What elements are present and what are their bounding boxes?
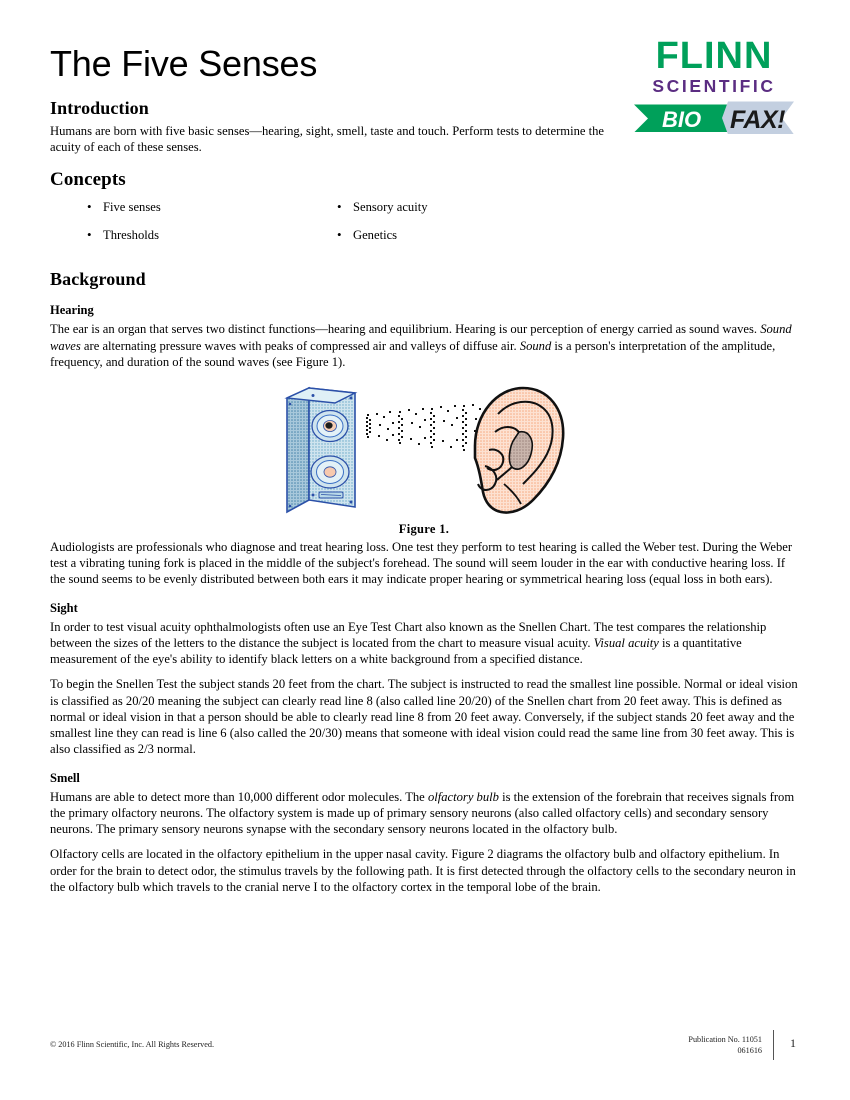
smell-p1-emphasis-olfactory-bulb: olfactory bulb	[427, 789, 499, 804]
hearing-p1-emphasis-sound: Sound	[519, 338, 552, 353]
subsection-heading-smell: Smell	[50, 770, 80, 785]
concept-item: • Thresholds	[85, 225, 335, 253]
footer-publication-info	[688, 1034, 762, 1056]
logo-brand-flinn: FLINN	[655, 35, 773, 77]
ear-illustration	[475, 388, 563, 513]
hearing-paragraph-2: Audiologists are professionals who diagnose and treat hearing loss. One test they perform to test hearing is called the Weber test. During the Weber test a vibrating tuning fork is placed in the middle of the subject's forehead. The sound will seem louder in the ear with conductive hearing loss. If the sound seems to be evenly distributed between both ears it may indicate proper hearing or symmetrical hearing loss (equal loss in both ears).	[50, 539, 793, 587]
subsection-heading-sight: Sight	[50, 600, 78, 615]
figure-1	[50, 380, 798, 535]
section-heading-background: Background	[50, 269, 146, 290]
logo-banner-fax-text: FAX!	[730, 106, 785, 135]
footer-divider	[773, 1030, 774, 1060]
smell-p1-part-a: Humans are able to detect more than 10,000 different odor molecules. The	[50, 789, 428, 804]
figure-1-caption: Figure 1.	[398, 521, 450, 536]
footer-page-number: 1	[790, 1036, 796, 1050]
sight-p1-part-a: In order to test visual acuity ophthalmologists often use an Eye Test Chart also known as the Snellen Chart. The test compares the relationship between the sizes of the letters to the distance the subject is located from the chart to measure visual acuity.	[50, 619, 767, 650]
hearing-p1-emphasis-sound-waves: Sound waves	[50, 322, 792, 353]
section-heading-introduction: Introduction	[50, 97, 149, 118]
hearing-p1-part-b: are alternating pressure waves with peaks of compressed air and valleys of diffuse air.	[80, 338, 520, 353]
subsection-heading-hearing: Hearing	[50, 303, 94, 318]
smell-p1-part-b: is the extension of the forebrain that receives signals from the primary olfactory neurons. The olfactory system is made up of primary sensory neurons (also called olfactory cells) and secondary sensory neurons. The primary sensory neurons synapse with the secondary sensory neurons located in the olfactory bulb.	[50, 789, 795, 837]
concept-item: • Genetics	[335, 225, 798, 253]
hearing-p1-part-c: is a person's interpretation of the amplitude, frequency, and duration of the sound waves (see Figure 1).	[50, 338, 776, 369]
smell-paragraph-1	[50, 789, 798, 838]
sight-paragraph-2: To begin the Snellen Test the subject stands 20 feet from the chart. The subject is instructed to read the smallest line possible. Normal or ideal vision is classified as 20/20 meaning the subject can clearly read line 8 (also called line 20/20) of the Snellen chart from 20 feet away. This is defined as normal or ideal vision in that a person should be able to clearly read line 8 from 20 feet away. Conversely, if the subject stands 20 feet away and the smallest line they can read is line 6 (also called the 20/30) means that someone with ideal vision could read the same line from 30 feet away. This is also classified as 2/3 normal.	[50, 677, 798, 757]
page-title: The Five Senses	[50, 43, 318, 84]
concepts-list	[50, 197, 798, 253]
smell-paragraph-2: Olfactory cells are located in the olfactory epithelium in the upper nasal cavity. Figure 2 diagrams the olfactory bulb and olfactory epithelium. In order for the brain to detect odor, the stimulus travels by the following path. It is first detected through the olfactory cells to the secondary neuron in the olfactory bulb which travels to the cranial nerve I to the olfactory cortex in the temporal lobe of the brain.	[50, 847, 796, 894]
introduction-paragraph: Humans are born with five basic senses—hearing, sight, smell, taste and touch. Perform tests to determine the acuity of each of these senses.	[50, 123, 604, 154]
concept-item: • Sensory acuity	[335, 197, 798, 225]
figure-1-illustration	[279, 380, 569, 520]
concept-item: • Five senses	[85, 197, 335, 225]
logo-brand-scientific: SCIENTIFIC	[652, 76, 776, 97]
sound-wave-dots	[366, 404, 490, 451]
hearing-p1-part-a: The ear is an organ that serves two distinct functions—hearing and equilibrium. Hearing is our perception of energy carried as sound waves.	[50, 322, 761, 337]
logo-banner-bio-text: BIO	[662, 107, 702, 133]
document-content	[50, 0, 798, 904]
sight-p1-part-b: is a quantitative measurement of the eye's ability to identify black letters on a white background from a specified distance.	[50, 635, 742, 667]
section-heading-concepts: Concepts	[50, 169, 126, 191]
flinn-scientific-biofax-logo	[634, 35, 794, 150]
footer-publication-number: Publication No. 11051	[688, 1035, 762, 1044]
page-footer	[50, 1026, 798, 1066]
sight-paragraph-1	[50, 619, 798, 668]
footer-copyright: © 2016 Flinn Scientific, Inc. All Rights Reserved.	[50, 1040, 215, 1049]
hearing-paragraph-1	[50, 321, 798, 370]
speaker-illustration	[287, 388, 355, 512]
sight-p1-emphasis-visual-acuity: Visual acuity	[593, 635, 659, 650]
logo-banner	[634, 101, 794, 134]
footer-date-code: 061616	[737, 1046, 762, 1056]
